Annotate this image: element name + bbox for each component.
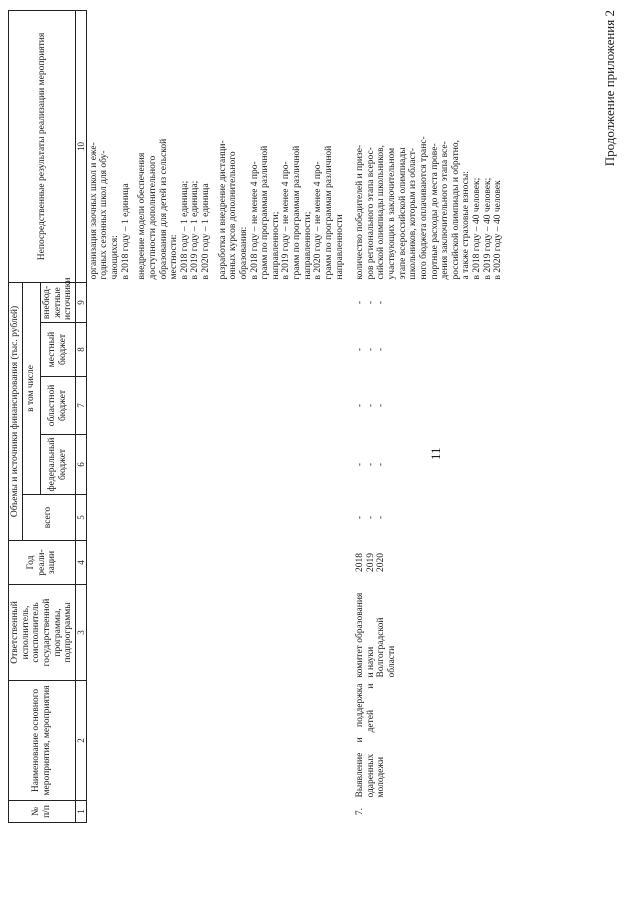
column-number: 10	[75, 10, 86, 282]
table-row-7	[353, 10, 512, 822]
header-results: Непосредственные результаты реализации мероприятия	[9, 10, 76, 282]
column-number: 9	[75, 282, 86, 322]
header-funding: Объемы и источники финансирования (тыс. рублей)	[9, 282, 23, 540]
header-local: местный бюджет	[40, 323, 75, 377]
result-block-distance-courses: разработка и внедрение дистанци- онных курсов дополнительного образования: в 2018 году – не менее 4 про- грамм по программам различной направленности; в 2019 году – не менее 4 про- грамм по программам различной направленности; в 2020 году – не менее 4 про- грамм по программам различной направленности	[217, 140, 345, 280]
row7-federal: - - -	[355, 462, 387, 467]
row7-local: - - -	[355, 347, 387, 352]
header-year: Год реали-зации	[9, 541, 76, 585]
column-number: 5	[75, 495, 86, 541]
column-number: 6	[75, 435, 86, 495]
row7-offbudget: - - -	[355, 300, 387, 305]
row7-regional: - - -	[355, 403, 387, 408]
header-executor: Ответственный исполнитель, соисполнитель государственной программы, подпрограммы	[9, 585, 76, 681]
appendix-continuation-label: Продолжение приложения 2	[602, 10, 617, 167]
column-number: 2	[75, 681, 86, 801]
row7-name: Выявление и поддержка одаренных детей и молодежи	[355, 683, 387, 798]
column-number: 7	[75, 377, 86, 435]
column-number-row	[75, 10, 86, 822]
header-including: в том числе	[22, 282, 40, 494]
result-block-schools: организация заочных школ и еже- годных сезонных школ для обу- чающихся: в 2018 году – 1 единица	[88, 142, 131, 280]
column-number: 3	[75, 585, 86, 681]
table-row-continued	[86, 10, 353, 822]
column-number: 8	[75, 323, 86, 377]
results-continued	[86, 10, 353, 282]
row7-number: 7.	[355, 807, 366, 816]
header-total: всего	[22, 495, 75, 541]
header-federal: федеральный бюджет	[40, 435, 75, 495]
page-number: 11	[428, 447, 443, 460]
column-number: 4	[75, 541, 86, 585]
row7-total: - - -	[355, 515, 387, 520]
header-num: № п/п	[9, 801, 76, 823]
program-table	[8, 10, 512, 823]
column-number: 1	[75, 801, 86, 823]
result-block-rural-model: внедрение модели обеспечения доступности дополнительного образования для детей из сельской местности: в 2018 году – 1 единица; в 2019 году – 1 единица; в 2020 году – 1 единица	[137, 138, 212, 280]
header-regional: областной бюджет	[40, 377, 75, 435]
row7-results: количество победителей и призе- ров регионального этапа всерос- сийской олимпиады школьников, участвующих в заключительном этапе всероссийской олимпиады школьников, которым из област- ного бюджета оплачиваются транс- портные расходы до места прове- дения заключительного этапа все- российской олимпиады и обратно, а также страховые взносы: в 2018 году – 40 человек; в 2019 году – 40 человек; в 2020 году – 40 человек	[355, 136, 504, 280]
row7-executor: комитет образования и науки Волгоградской области	[355, 592, 398, 678]
header-name: Наименование основного мероприятия, мероприятия	[9, 681, 76, 801]
row7-years: 2018 2019 2020	[355, 553, 387, 572]
header-offbudget: внебюд-жетные источники	[40, 282, 75, 322]
